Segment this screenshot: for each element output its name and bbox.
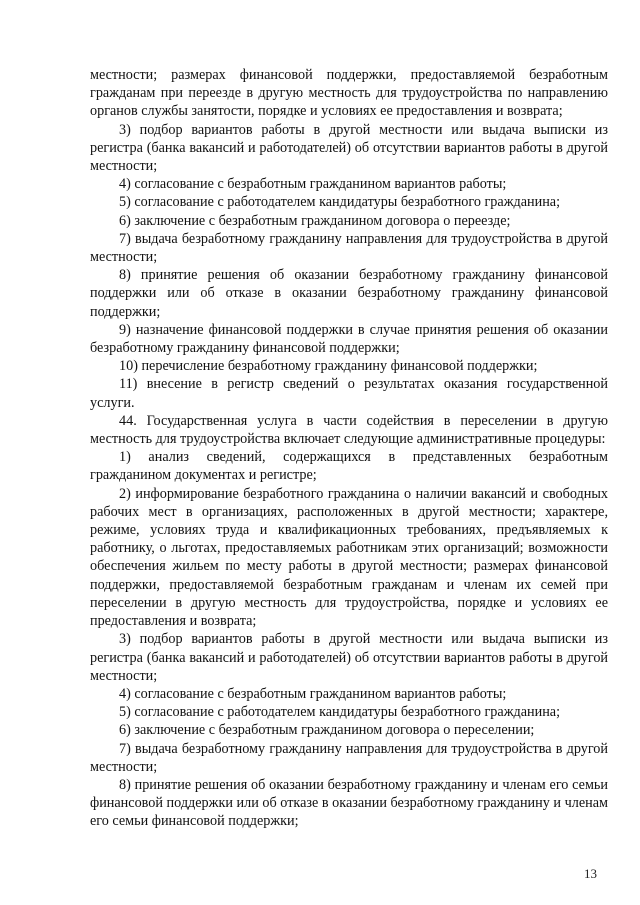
paragraph-15: 4) согласование с безработным гражданином вариантов работы; — [119, 685, 507, 702]
paragraph-16: 5) согласование с работодателем кандидатуры безработного гражданина; — [119, 704, 561, 721]
paragraph-17: 6) заключение с безработным гражданином договора о переселении; — [119, 722, 535, 739]
paragraph-3: 4) согласование с безработным гражданином вариантов работы; — [119, 176, 507, 193]
paragraph-13: 2) информирование безработного гражданина о наличии вакансий и свободных рабочих мест в организациях, расположенных в другой местности; характере, режиме, условиях труда и квалификационных требованиях, предъявляемых к работнику, о льготах, предоставляемых работникам этих организаций; возможности обеспечения жильем по месту работы в другой местности; размерах финансовой поддержки, предоставляемой безработным гражданам и членам их семей при переселении в другую местность для трудоустройства, порядке и условиях ее предоставления и возврата; — [90, 485, 608, 630]
paragraph-2: 3) подбор вариантов работы в другой местности или выдача выписки из регистра (банка вакансий и работодателей) об отсутствии вариантов работы в другой местности; — [90, 121, 608, 175]
paragraph-4: 5) согласование с работодателем кандидатуры безработного гражданина; — [119, 194, 561, 211]
paragraph-19: 8) принятие решения об оказании безработному гражданину и членам его семьи финансовой поддержки или об отказе в оказании безработному гражданину и членам его семьи финансовой поддержки; — [90, 776, 608, 830]
paragraph-9: 10) перечисление безработному гражданину финансовой поддержки; — [119, 358, 538, 375]
page-number: 13 — [584, 866, 597, 881]
paragraph-11: 44. Государственная услуга в части содействия в переселении в другую местность для трудоустройства включает следующие административные процедуры: — [90, 412, 608, 448]
paragraph-6: 7) выдача безработному гражданину направления для трудоустройства в другой местности; — [90, 230, 608, 266]
paragraph-10: 11) внесение в регистр сведений о результатах оказания государственной услуги. — [90, 376, 608, 411]
paragraph-12: 1) анализ сведений, содержащихся в представленных безработным гражданином документах и регистре; — [90, 449, 608, 484]
paragraph-14: 3) подбор вариантов работы в другой местности или выдача выписки из регистра (банка вакансий и работодателей) об отсутствии вариантов работы в другой местности; — [90, 631, 608, 684]
paragraph-1: местности; размерах финансовой поддержки, предоставляемой безработным гражданам при переезде в другую местность для трудоустройства по направлению органов службы занятости, порядке и условиях ее предоставления и возврата; — [90, 67, 608, 120]
paragraph-5: 6) заключение с безработным гражданином договора о переезде; — [119, 212, 511, 229]
paragraph-7: 8) принятие решения об оказании безработному гражданину финансовой поддержки или об отказе в оказании безработному гражданину финансовой поддержки; — [90, 267, 608, 320]
paragraph-18: 7) выдача безработному гражданину направления для трудоустройства в другой местности; — [90, 740, 608, 775]
document-page — [90, 66, 608, 831]
paragraph-8: 9) назначение финансовой поддержки в случае принятия решения об оказании безработному гражданину финансовой поддержки; — [90, 321, 608, 357]
